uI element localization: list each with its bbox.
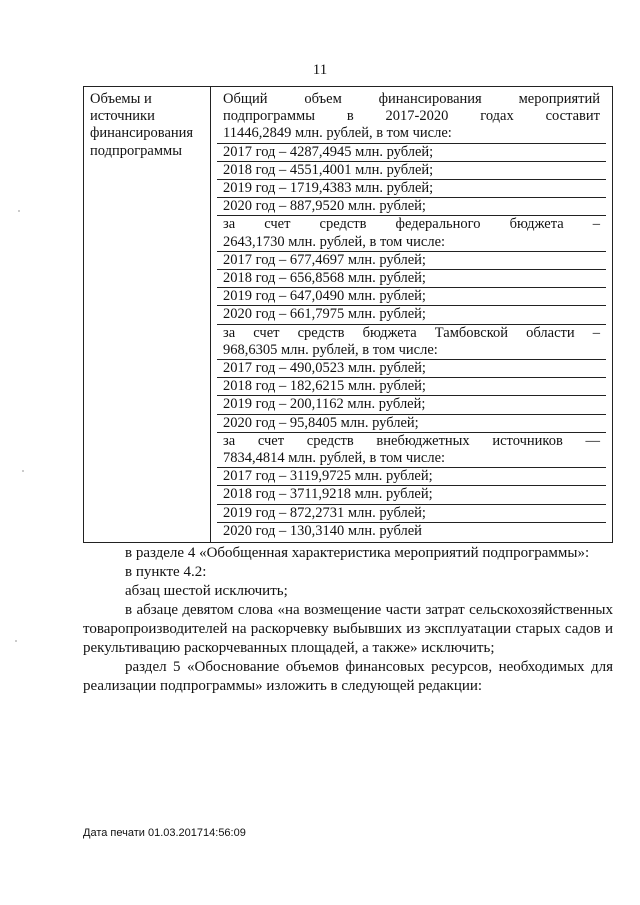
content-line: 2018 год – 4551,4001 млн. рублей; xyxy=(217,162,606,180)
content-line: 2019 год – 872,2731 млн. рублей; xyxy=(217,505,606,523)
content-line: 968,6305 млн. рублей, в том числе: xyxy=(217,342,606,360)
label-line: финансирования xyxy=(90,125,194,142)
label-line: источники xyxy=(90,108,155,125)
scan-speck xyxy=(22,470,24,472)
label-line: подпрограммы xyxy=(90,142,182,159)
content-line: 2020 год – 887,9520 млн. рублей; xyxy=(217,198,606,216)
content-line: 2019 год – 647,0490 млн. рублей; xyxy=(217,288,606,306)
amendment-text xyxy=(83,544,613,696)
page-number: 11 xyxy=(312,62,328,78)
content-line: 2018 год – 656,8568 млн. рублей; xyxy=(217,270,606,288)
content-line: за счет средств внебюджетных источников — xyxy=(223,432,600,449)
content-line: 2017 год – 490,0523 млн. рублей; xyxy=(217,360,606,378)
table-row xyxy=(84,87,613,543)
content-line: 2019 год – 200,1162 млн. рублей; xyxy=(217,396,606,414)
paragraph: раздел 5 «Обоснование объемов финансовых ресурсов, необходимых для реализации подпрограммы» изложить в следующей редакции: xyxy=(83,659,613,694)
table-content-cell xyxy=(211,87,613,543)
content-line: 2017 год – 3119,9725 млн. рублей; xyxy=(217,468,606,486)
content-line: 7834,4814 млн. рублей, в том числе: xyxy=(217,450,606,468)
subprogram-financing-table xyxy=(83,86,613,543)
print-date-footer: Дата печати 01.03.201714:56:09 xyxy=(83,827,246,839)
content-line: 11446,2849 млн. рублей, в том числе: xyxy=(217,125,606,143)
content-line: Общий объем финансирования мероприятий xyxy=(223,91,600,107)
content-line: за счет средств федерального бюджета – xyxy=(223,216,600,233)
scan-speck xyxy=(15,640,17,642)
paragraph: в абзаце девятом слова «на возмещение части затрат сельскохозяйственных товаропроизводителей на раскорчевку выбывших из эксплуатации старых садов и рекультивацию раскорчеванных площадей, а также» исключить; xyxy=(83,602,613,656)
scan-speck xyxy=(18,210,20,212)
paragraph: в разделе 4 «Обобщенная характеристика мероприятий подпрограммы»: xyxy=(125,545,590,561)
content-line: 2020 год – 661,7975 млн. рублей; xyxy=(217,306,606,324)
content-line: 2643,1730 млн. рублей, в том числе: xyxy=(217,234,606,252)
table-label-cell xyxy=(84,87,211,543)
content-line: 2019 год – 1719,4383 млн. рублей; xyxy=(217,180,606,198)
content-line: 2020 год – 95,8405 млн. рублей; xyxy=(217,415,606,433)
content-line: за счет средств бюджета Тамбовской области – xyxy=(223,324,600,341)
paragraph: абзац шестой исключить; xyxy=(125,583,288,599)
paragraph: в пункте 4.2: xyxy=(125,564,207,580)
content-line: 2017 год – 677,4697 млн. рублей; xyxy=(217,252,606,270)
label-line: Объемы и xyxy=(90,91,152,107)
content-line: 2018 год – 182,6215 млн. рублей; xyxy=(217,378,606,396)
content-line: 2017 год – 4287,4945 млн. рублей; xyxy=(217,144,606,162)
content-line: 2020 год – 130,3140 млн. рублей xyxy=(223,522,422,539)
content-line: подпрограммы в 2017-2020 годах составит xyxy=(223,108,600,125)
content-line: 2018 год – 3711,9218 млн. рублей; xyxy=(217,486,606,504)
